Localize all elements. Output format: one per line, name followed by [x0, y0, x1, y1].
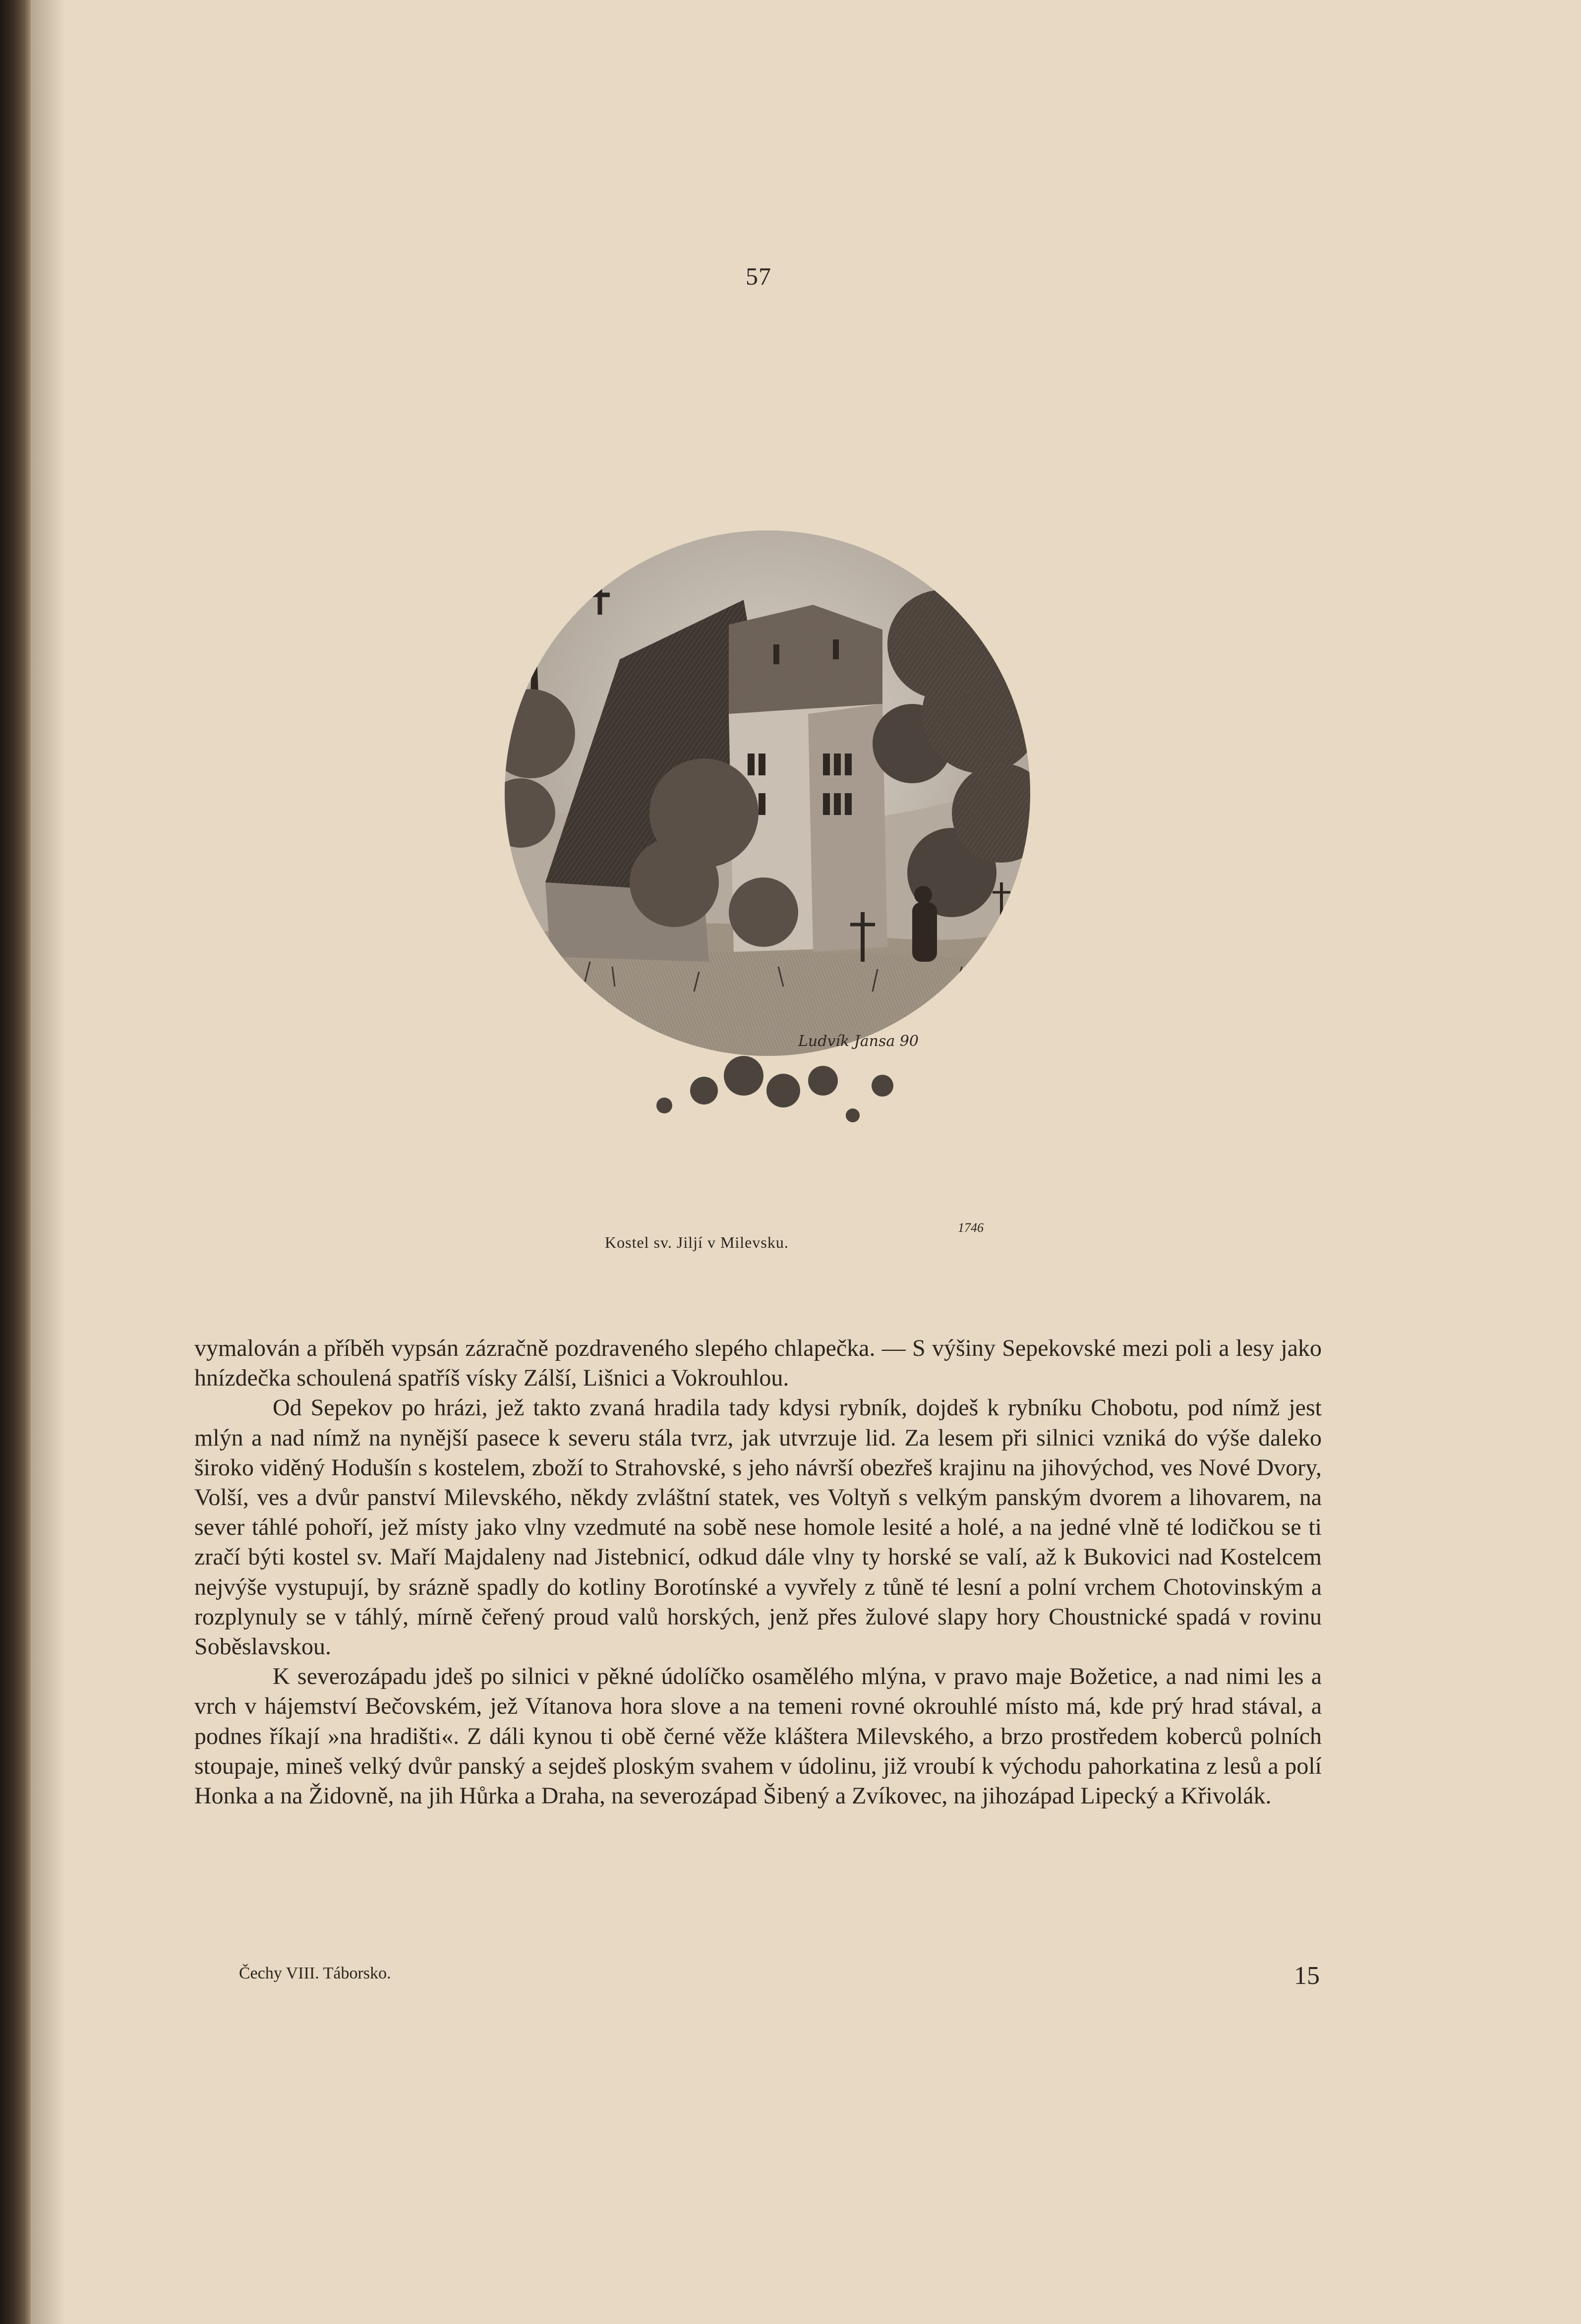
gutter-shadow [31, 0, 65, 2324]
page-footer [239, 1964, 1320, 1994]
paragraph: vymalován a příběh vypsán zázračně pozdraveného slepého chlapečka. — S výšiny Sepekovské mezi poli a lesy jako hnízdečka schoulená spatříš vísky Zálší, Lišnici a Vokrouhlou. [194, 1335, 1322, 1392]
figure-caption: Kostel sv. Jiljí v Milevsku. [605, 1233, 789, 1251]
paragraph: Od Sepekov po hrázi, jež takto zvaná hradila tady kdysi rybník, dojdeš k rybníku Chobotu, pod nímž jest mlýn a nad nímž na nynější pasece k severu stála tvrz, jak utvrzuje lid. Za lesem při silnici vzniká do výše daleko široko viděný Hodušín s kostelem, zboží to Strahovské, s jeho návrší obezřeš krajinu na jihovýchod, ves Nové Dvory, Volší, ves a dvůr panství Milevského, někdy zvláštní statek, ves Voltyň s velkým panským dvorem a lihovarem, na sever táhlé pohoří, jež místy jako vlny vzedmuté na sobě nese homole lesité a holé, a na jedné vlně té lodičkou se ti zračí býti kostel sv. Maří Majdaleny nad Jistebnicí, odkud dále vlny ty horské se valí, až k Bukovici nad Kostelcem nejvýše vystupují, by srázně spadly do kotliny Borotínské a vyvřely z tůně té lesní a polní vrchem Chotovinským a rozplynuly se v táhlý, mírně čeřený proud valů horských, jenž přes žulové slapy hory Choustnické spadá v rovinu Soběslavskou. [194, 1394, 1322, 1660]
sheet-number: 15 [1294, 1962, 1320, 1990]
page-number: 57 [746, 262, 771, 290]
church-engraving-icon [387, 436, 1150, 1210]
book-binding-gutter [0, 0, 31, 2324]
paragraph: K severozápadu jdeš po silnici v pěkné údolíčko osamělého mlýna, v pravo maje Božetice, a nad nimi les a vrch v hájemství Bečovském, jež Vítanova hora slove a na temeni rovné okrouhlé místo má, kde prý hrad stával, a podnes říkají »na hradišti«. Z dáli kynou ti obě černé věže kláštera Milevského, a brzo prostředem koberců polních stoupaje, mineš velký dvůr panský a sejdeš ploským svahem v údolinu, již vroubí k východu pahorkatina z lesů a polí Honka a na Židovně, na jih Hůrka a Draha, na severozápad Šibený a Zvíkovec, na jihozápad Lipecký a Křivolák. [194, 1663, 1322, 1809]
plate-number: 1746 [958, 1220, 984, 1235]
illustration-signature: Ludvík Jansa 90 [798, 1033, 919, 1050]
footer-signature: Čechy VIII. Táborsko. [239, 1964, 391, 1982]
body-text [194, 1334, 1322, 1811]
